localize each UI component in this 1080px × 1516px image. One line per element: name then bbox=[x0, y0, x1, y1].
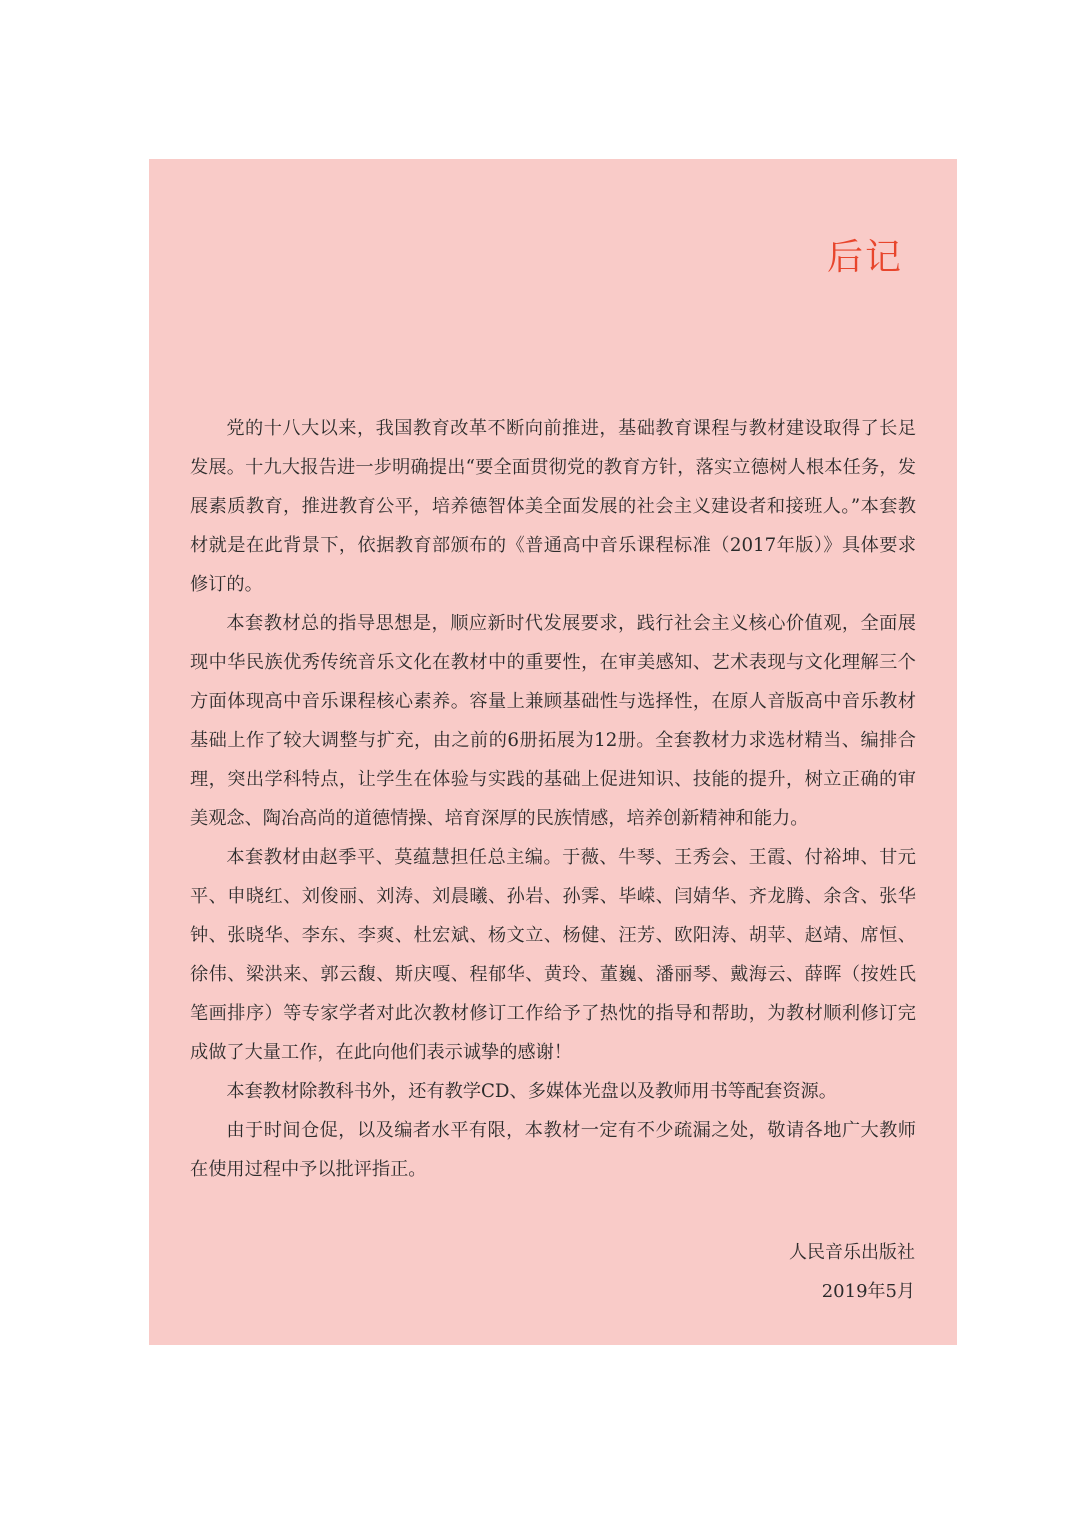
signature-block bbox=[789, 1233, 915, 1311]
publication-date: 2019年5月 bbox=[821, 1281, 915, 1302]
page-title: 后记 bbox=[826, 237, 903, 278]
paragraph-background: 党的十八大以来，我国教育改革不断向前推进，基础教育课程与教材建设取得了长足发展。十九大报告进一步明确提出“要全面贯彻党的教育方针，落实立德树人根本任务，发展素质教育，推进教育公平，培养德智体美全面发展的社会主义建设者和接班人。”本套教材就是在此背景下，依据教育部颁布的《普通高中音乐课程标准（2017年版）》具体要求修订的。 bbox=[190, 418, 916, 595]
paragraph-guiding-ideas: 本套教材总的指导思想是，顺应新时代发展要求，践行社会主义核心价值观，全面展现中华民族优秀传统音乐文化在教材中的重要性，在审美感知、艺术表现与文化理解三个方面体现高中音乐课程核心素养。容量上兼顾基础性与选择性，在原人音版高中音乐教材基础上作了较大调整与扩充，由之前的6册拓展为12册。全套教材力求选材精当、编排合理，突出学科特点，让学生在体验与实践的基础上促进知识、技能的提升，树立正确的审美观念、陶冶高尚的道德情操、培育深厚的民族情感，培养创新精神和能力。 bbox=[190, 613, 916, 829]
paragraph-apology: 由于时间仓促，以及编者水平有限，本教材一定有不少疏漏之处，敬请各地广大教师在使用过程中予以批评指正。 bbox=[190, 1120, 916, 1180]
afterword-body bbox=[190, 409, 916, 1189]
paragraph-resources: 本套教材除教科书外，还有教学CD、多媒体光盘以及教师用书等配套资源。 bbox=[226, 1081, 837, 1102]
afterword-panel bbox=[149, 159, 957, 1345]
publisher-name: 人民音乐出版社 bbox=[789, 1242, 915, 1263]
paragraph-acknowledgements: 本套教材由赵季平、莫蕴慧担任总主编。于薇、牛琴、王秀会、王霞、付裕坤、甘元平、申晓红、刘俊丽、刘涛、刘晨曦、孙岩、孙霁、毕嵘、闫婧华、齐龙腾、余含、张华钟、张晓华、李东、李爽、杜宏斌、杨文立、杨健、汪芳、欧阳涛、胡苹、赵靖、席恒、徐伟、梁洪来、郭云馥、斯庆嘎、程郁华、黄玲、董巍、潘丽琴、戴海云、薛晖（按姓氏笔画排序）等专家学者对此次教材修订工作给予了热忱的指导和帮助，为教材顺利修订完成做了大量工作，在此向他们表示诚挚的感谢！ bbox=[190, 847, 916, 1063]
